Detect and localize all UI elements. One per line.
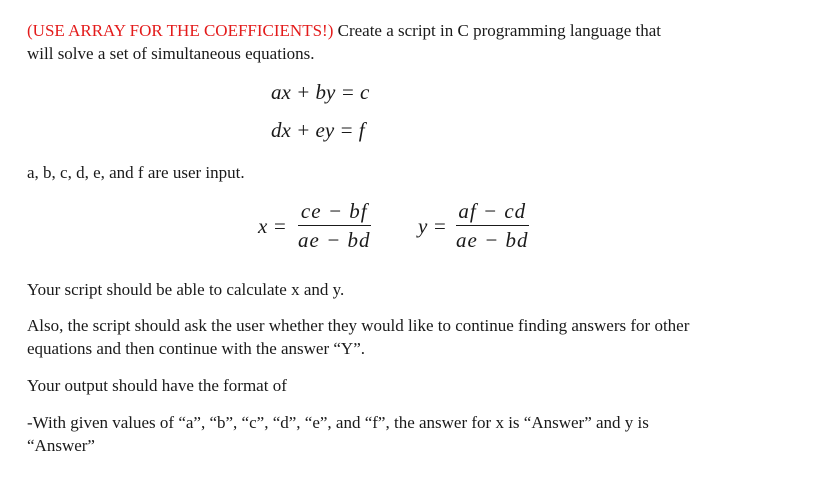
paragraph-example-line-1: -With given values of “a”, “b”, “c”, “d”, “e”, and “f”, the answer for x is “Answer” and y is xyxy=(27,413,649,432)
y-fraction-bar xyxy=(456,225,529,226)
intro-rest: Create a script in C programming language that xyxy=(333,21,661,40)
intro-line-1 xyxy=(27,20,661,42)
x-fraction xyxy=(298,199,371,252)
paragraph-output-format: Your output should have the format of xyxy=(27,376,287,395)
y-label: y = xyxy=(418,214,447,238)
equation-2: dx + ey = f xyxy=(271,118,365,142)
y-denominator: ae − bd xyxy=(456,228,529,252)
equation-1: ax + by = c xyxy=(271,80,370,104)
paragraph-continue-line-1: Also, the script should ask the user whether they would like to continue finding answers for other xyxy=(27,316,690,335)
intro-line-2: will solve a set of simultaneous equations. xyxy=(27,44,315,63)
paragraph-calculate: Your script should be able to calculate x and y. xyxy=(27,280,345,299)
y-fraction xyxy=(456,199,529,252)
y-numerator: af − cd xyxy=(458,199,527,223)
x-fraction-bar xyxy=(298,225,371,226)
x-numerator: ce − bf xyxy=(300,199,368,223)
x-denominator: ae − bd xyxy=(298,228,371,252)
paragraph-continue-line-2: equations and then continue with the answer “Y”. xyxy=(27,339,366,358)
x-label: x = xyxy=(258,214,287,238)
paragraph-example-line-2: “Answer” xyxy=(27,436,95,455)
intro-emphasis: (USE ARRAY FOR THE COEFFICIENTS!) xyxy=(27,21,334,40)
user-input-note: a, b, c, d, e, and f are user input. xyxy=(27,163,245,182)
